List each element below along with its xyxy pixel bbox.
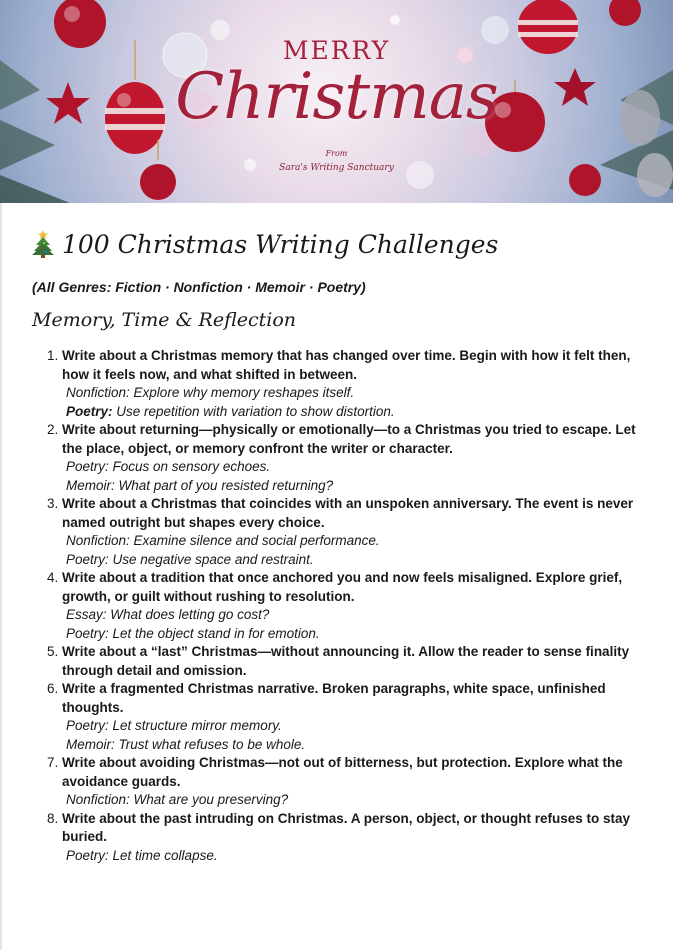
genre-note-label: Poetry: [66, 847, 109, 863]
challenge-item [62, 754, 652, 810]
christmas-tree-icon [32, 230, 54, 258]
challenge-item [62, 810, 652, 866]
banner-from: From [325, 149, 348, 158]
genre-note [62, 736, 652, 755]
genre-note-text: Let time collapse. [108, 847, 218, 863]
genre-note-text: What part of you resisted returning? [114, 477, 334, 493]
challenge-prompt: 5. Write about a “last” Christmas—without announcing it. Allow the reader to sense finality through detail and omission. [62, 644, 630, 678]
page-title-text: 100 Christmas Writing Challenges [62, 229, 499, 259]
challenge-item [62, 495, 652, 569]
challenge-prompt: 3. Write about a Christmas that coincides with an unspoken anniversary. The event is never named outright but shapes every choice. [62, 496, 634, 530]
genre-note-label: Poetry: [66, 718, 109, 733]
genre-note-text: Explore why memory reshapes itself. [129, 385, 355, 400]
challenge-list [32, 347, 652, 865]
genre-note [62, 403, 652, 422]
genre-note-text: What are you preserving? [129, 792, 289, 807]
banner-christmas: Christmas [175, 60, 498, 134]
challenge-prompt: 7. Write about avoiding Christmas—not out of bitterness, but protection. Explore what the avoidance guards. [62, 755, 623, 789]
genre-note [62, 551, 652, 570]
challenge-prompt: 4. Write about a tradition that once anchored you and now feels misaligned. Explore grief, growth, or guilt without rushing to resolution. [62, 570, 623, 604]
genre-note [62, 532, 652, 551]
genre-note-label: Essay: [66, 607, 107, 622]
genre-note [62, 717, 652, 736]
document-body [32, 225, 652, 865]
genre-note [62, 384, 652, 403]
genre-note-label: Poetry: [66, 403, 113, 419]
genre-note-text: Use negative space and restraint. [108, 551, 314, 567]
genre-note-label: Memoir: [66, 736, 115, 752]
challenge-prompt: 6. Write a fragmented Christmas narrative. Broken paragraphs, white space, unfinished thoughts. [62, 681, 606, 715]
challenge-item [62, 569, 652, 643]
challenge-item [62, 680, 652, 754]
christmas-banner [0, 0, 673, 203]
genre-note [62, 477, 652, 496]
challenge-prompt: 2. Write about returning—physically or emotionally—to a Christmas you tried to escape. Let the place, object, or memory confront the writer or character. [62, 422, 636, 456]
genre-note-label: Poetry: [66, 625, 109, 641]
genre-note [62, 625, 652, 644]
genre-note [62, 606, 652, 625]
challenge-prompt: 1. Write about a Christmas memory that has changed over time. Begin with how it felt then, how it feels now, and what shifted in between. [62, 348, 631, 382]
genre-note-text: What does letting go cost? [106, 607, 270, 622]
banner-merry: MERRY [282, 36, 391, 65]
genre-note-text: Trust what refuses to be whole. [114, 736, 306, 752]
page-edge [0, 203, 2, 950]
genre-note [62, 458, 652, 477]
challenge-item [62, 643, 652, 680]
page-title [32, 225, 652, 263]
genres-subtitle: (All Genres: Fiction · Nonfiction · Memoir · Poetry) [32, 279, 366, 295]
genre-note [62, 791, 652, 810]
genre-note-text: Let structure mirror memory. [108, 718, 282, 733]
genre-note-text: Focus on sensory echoes. [108, 459, 271, 474]
challenge-item [62, 347, 652, 421]
genre-note [62, 847, 652, 866]
section-heading: Memory, Time & Reflection [32, 309, 297, 331]
genre-note-text: Use repetition with variation to show distortion. [112, 403, 395, 419]
genre-note-label: Poetry: [66, 459, 109, 474]
genre-note-text: Examine silence and social performance. [129, 533, 380, 548]
challenge-item [62, 421, 652, 495]
banner-sanctuary: Sara's Writing Sanctuary [279, 163, 394, 173]
genre-note-label: Memoir: [66, 477, 115, 493]
genre-note-label: Nonfiction: [66, 385, 130, 400]
genre-note-label: Nonfiction: [66, 533, 130, 548]
challenge-prompt: 8. Write about the past intruding on Christmas. A person, object, or thought refuses to stay buried. [62, 810, 631, 844]
genre-note-label: Nonfiction: [66, 792, 130, 807]
genre-note-label: Poetry: [66, 551, 109, 567]
genre-note-text: Let the object stand in for emotion. [108, 625, 320, 641]
